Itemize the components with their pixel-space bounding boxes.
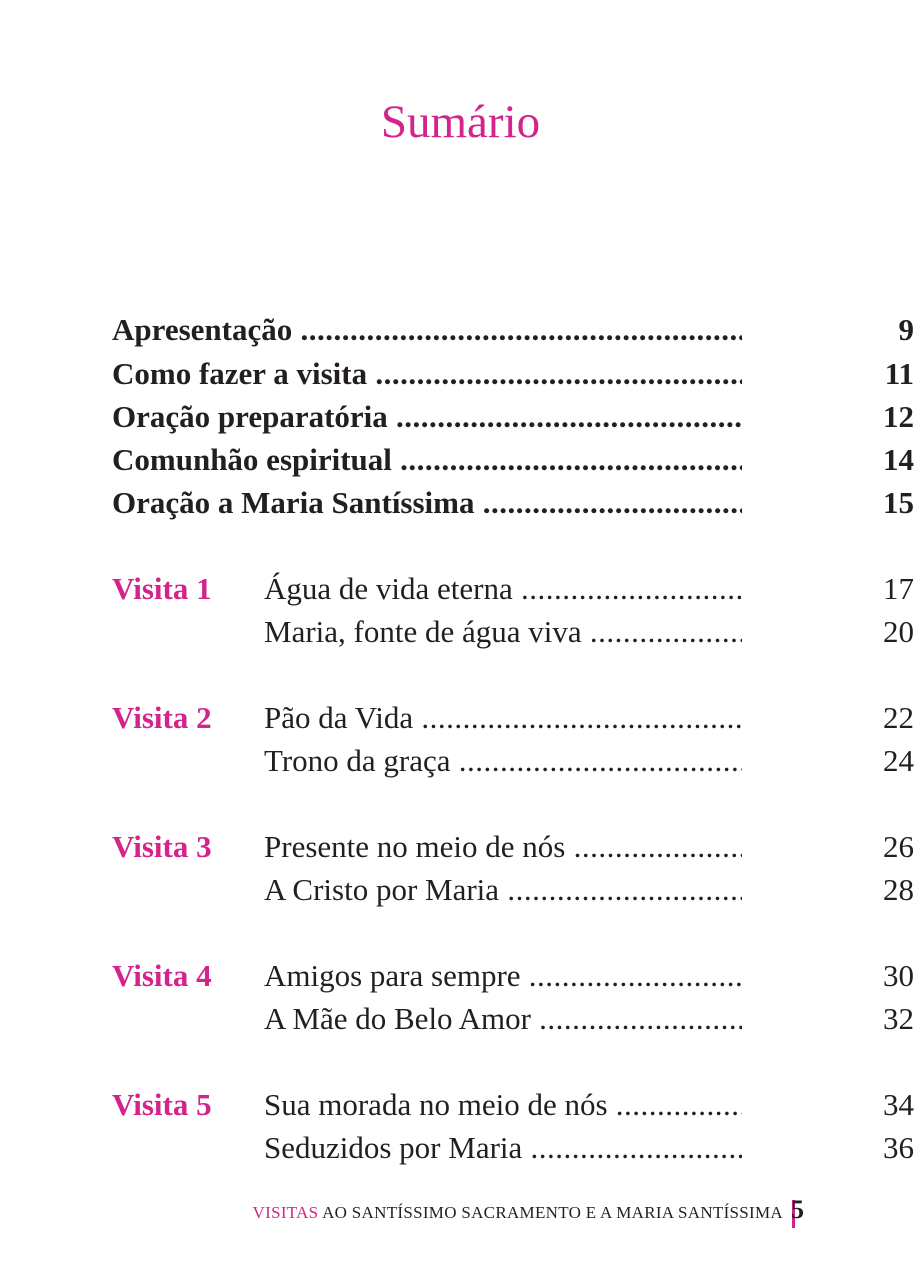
toc-page-number: 36	[883, 1130, 914, 1165]
dot-leader	[582, 614, 742, 649]
dot-leader	[413, 700, 742, 735]
toc-entry-label: Oração preparatória	[112, 399, 388, 434]
dot-leader	[292, 312, 742, 347]
dot-leader	[522, 1130, 742, 1165]
toc-entry-label: Trono da graça	[264, 743, 451, 778]
toc-entry-label: A Cristo por Maria	[264, 872, 500, 907]
toc-entry-label: Apresentação	[112, 312, 293, 347]
visit-label: Visita 3	[112, 829, 212, 864]
toc-page-number: 26	[883, 829, 914, 864]
toc-page-number: 9	[898, 312, 914, 347]
toc-entry-label: Seduzidos por Maria	[264, 1130, 523, 1165]
page-title: Sumário	[380, 96, 541, 148]
dot-leader	[565, 829, 742, 864]
dot-leader	[513, 571, 742, 606]
dot-leader	[499, 872, 742, 907]
dot-leader	[388, 399, 742, 434]
toc-page-number: 20	[883, 614, 914, 649]
toc-entry-label: Como fazer a visita	[112, 356, 368, 391]
toc-entry-label: Comunhão espiritual	[112, 442, 392, 477]
toc-entry-label: Amigos para sempre	[264, 958, 521, 993]
dot-leader	[521, 958, 742, 993]
toc-entry-label: A Mãe do Belo Amor	[264, 1001, 531, 1036]
toc-entry-label: Pão da Vida	[264, 700, 414, 735]
toc-entry-label: Água de vida eterna	[264, 571, 513, 606]
toc-page-number: 15	[883, 485, 914, 520]
visit-label: Visita 2	[112, 700, 212, 735]
visit-label: Visita 5	[112, 1087, 212, 1122]
toc-page-number: 12	[883, 399, 914, 434]
dot-leader	[475, 485, 743, 520]
toc-page-number: 24	[883, 743, 914, 778]
dot-leader	[531, 1001, 742, 1036]
footer-text: AO SANTÍSSIMO SACRAMENTO E A MARIA SANTÍSSIMA	[322, 1203, 783, 1222]
toc-page-number: 17	[883, 571, 914, 606]
toc-page-number: 22	[883, 700, 914, 735]
toc-page-number: 28	[883, 872, 914, 907]
running-footer	[253, 1198, 803, 1228]
toc-entry-label: Maria, fonte de água viva	[264, 614, 582, 649]
toc-page-number: 34	[883, 1087, 914, 1122]
visit-label: Visita 4	[112, 958, 212, 993]
toc-page-number: 11	[884, 356, 914, 391]
toc-page-number: 30	[883, 958, 914, 993]
dot-leader	[608, 1087, 742, 1122]
toc-entry-label: Oração a Maria Santíssima	[112, 485, 475, 520]
footer-highlight: VISITAS	[252, 1203, 319, 1222]
visit-label: Visita 1	[112, 571, 212, 606]
toc-entry-label: Presente no meio de nós	[264, 829, 566, 864]
footer-page-number: 5	[791, 1195, 804, 1224]
toc-page-number: 14	[883, 442, 914, 477]
toc-entry-label: Sua morada no meio de nós	[264, 1087, 608, 1122]
dot-leader	[451, 743, 742, 778]
toc-page-number: 32	[883, 1001, 914, 1036]
dot-leader	[367, 356, 742, 391]
dot-leader	[392, 442, 742, 477]
